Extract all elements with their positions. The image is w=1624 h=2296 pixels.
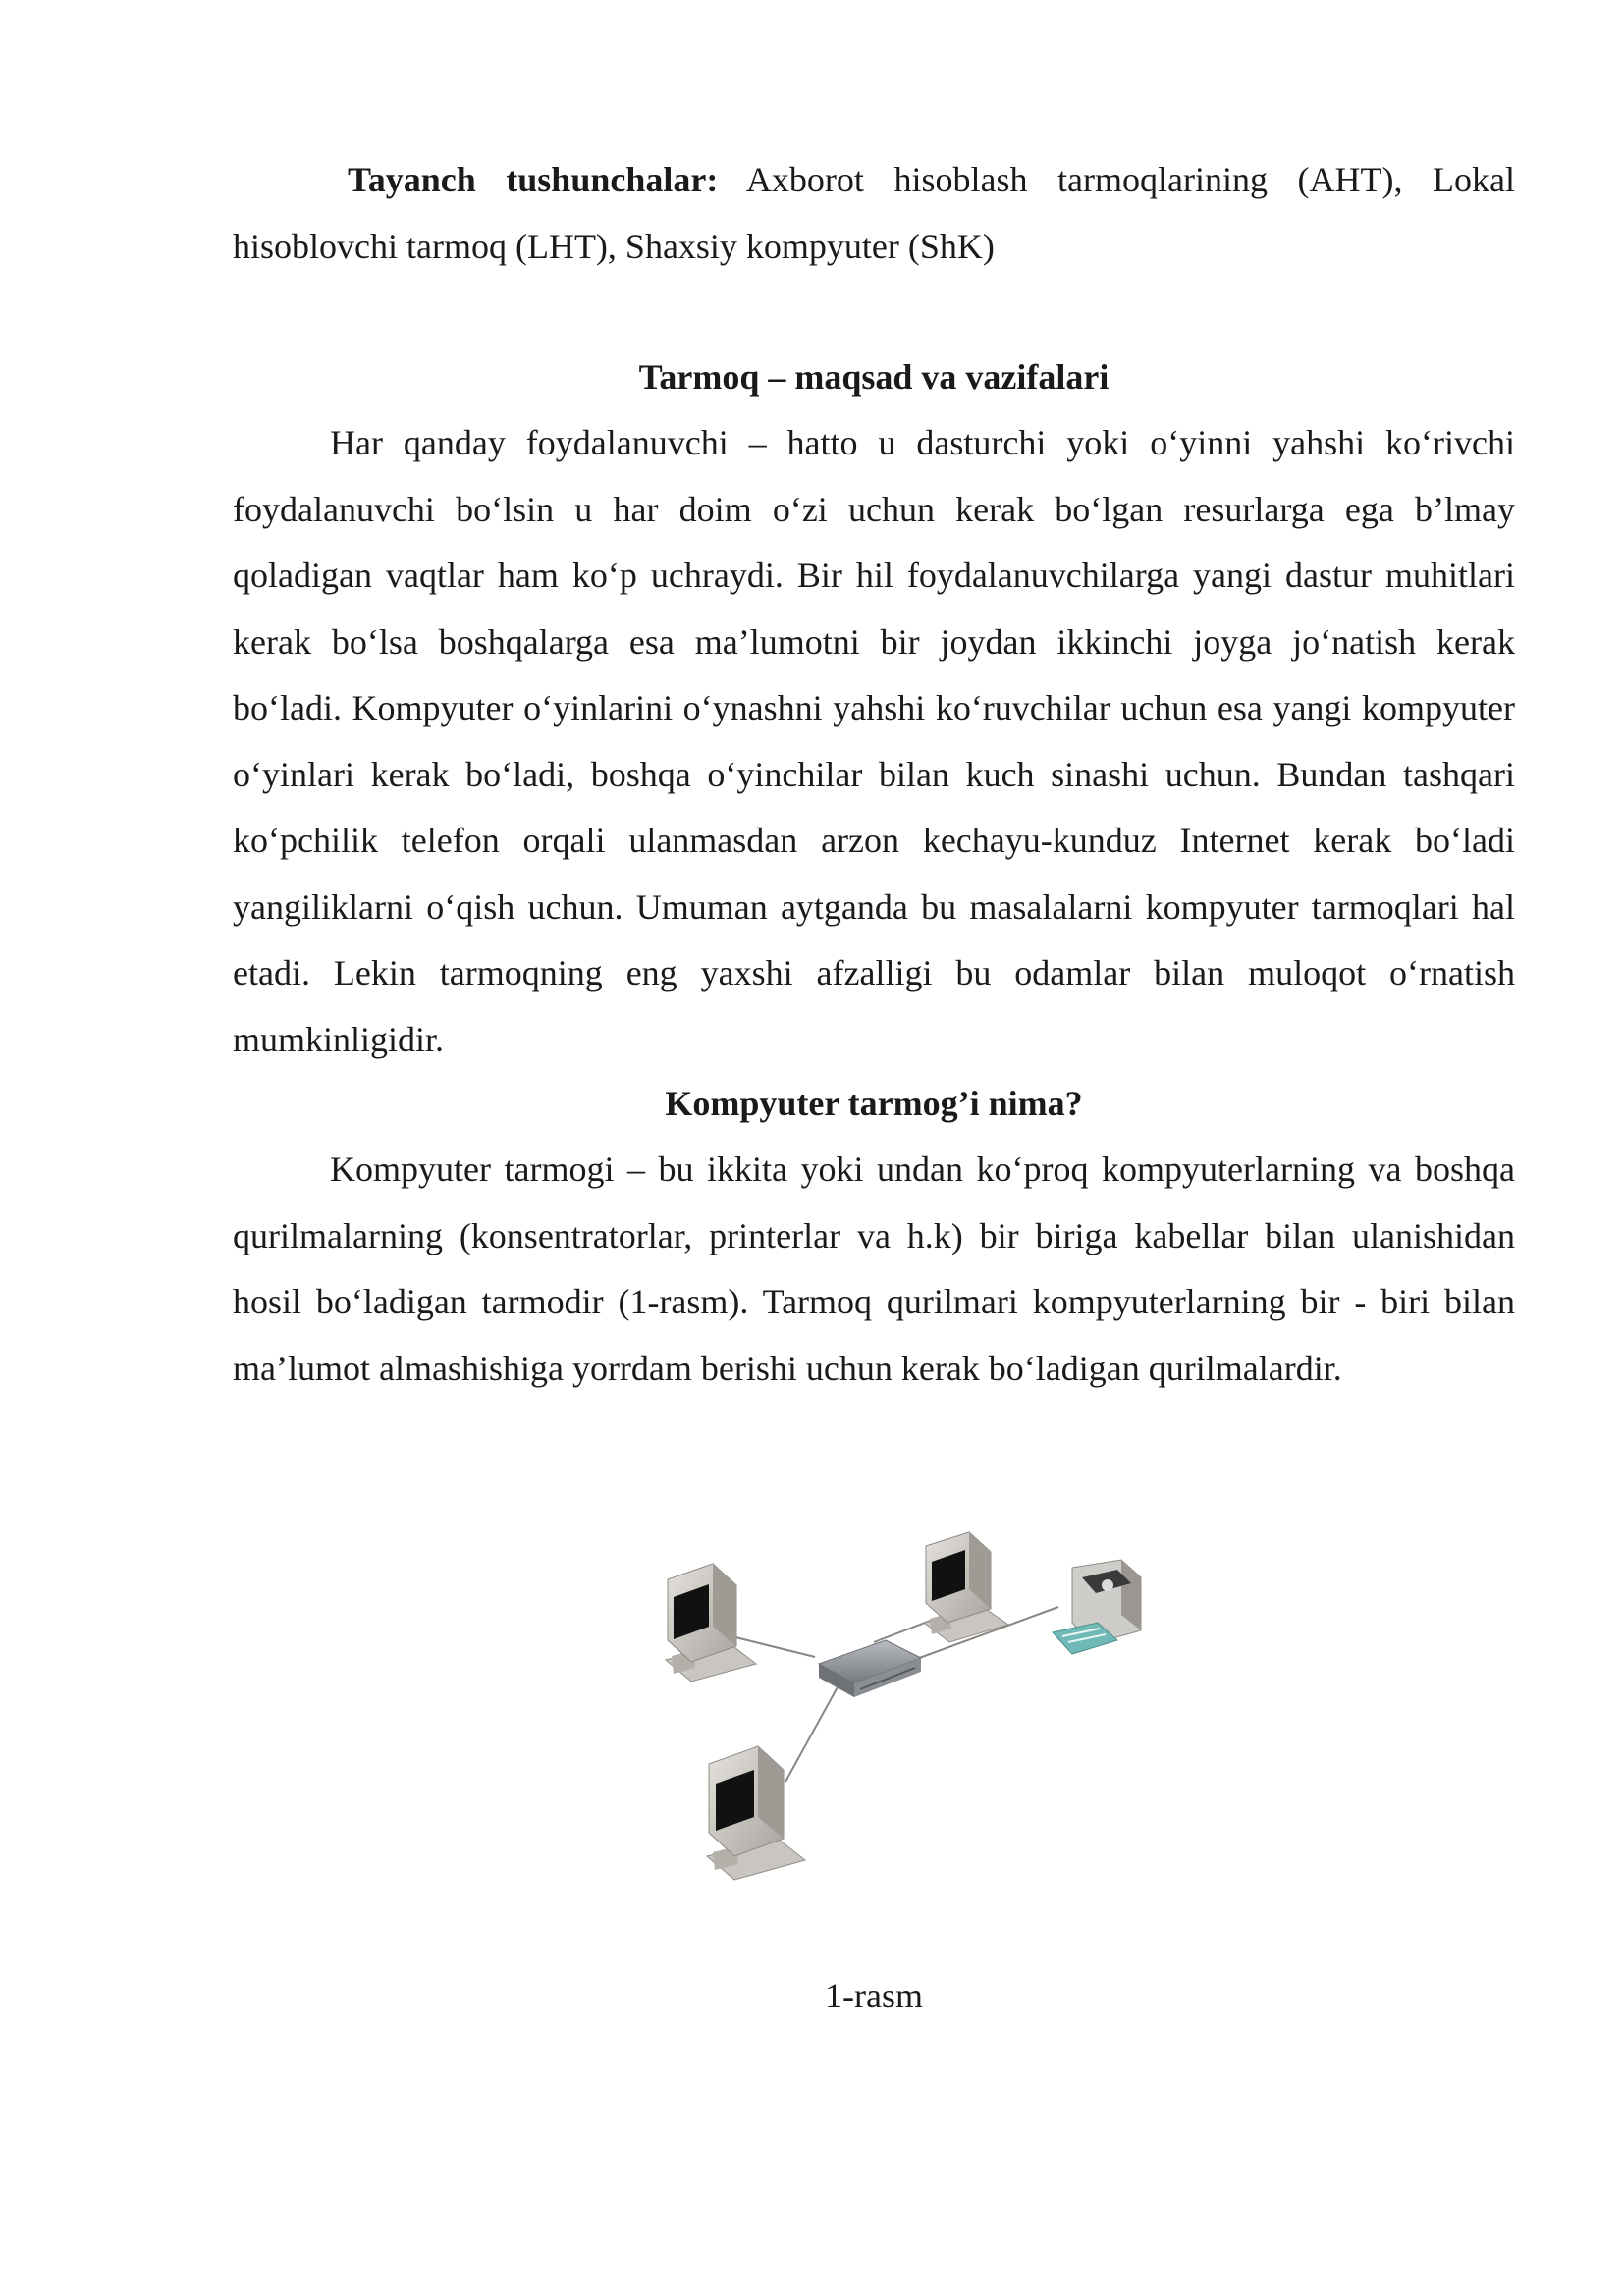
network-diagram-figure [638,1526,1198,1919]
network-cables [731,1607,1058,1782]
figure-caption: 1-rasm [825,1976,923,2015]
key-concepts-label: Tayanch tushunchalar: [348,160,719,199]
hub-icon [819,1640,921,1697]
computer-icon [666,1564,756,1682]
section-heading-network-purpose: Tarmoq – maqsad va vazifalari [638,357,1110,397]
key-concepts-paragraph [233,147,1515,280]
section-heading-what-is-network: Kompyuter tarmog’i nima? [665,1084,1083,1123]
what-is-network-paragraph: Kompyuter tarmogi – bu ikkita yoki undan ko‘proq kompyuterlarning va boshqa qurilmalarning (konsentratorlar, printerlar va h.k) bir biriga kabellar bilan ulanishidan hosil bo‘ladigan tarmodir (1-rasm). Tarmoq qurilmari kompyuterlarning bir - biri bilan ma’lumot almashishiga yorrdam berishi uchun kerak bo‘ladigan qurilmalardir. [233,1149,1515,1388]
computer-icon [707,1746,805,1880]
computer-icon [924,1532,1008,1642]
network-purpose-paragraph: Har qanday foydalanuvchi – hatto u dasturchi yoki o‘yinni yahshi ko‘rivchi foydalanuvchi bo‘lsin u har doim o‘zi uchun kerak bo‘lgan resurlarga ega b’lmay qoladigan vaqtlar ham ko‘p uchraydi. Bir hil foydalanuvchilarga yangi dastur muhitlari kerak bo‘lsa boshqalarga esa ma’lumotni bir joydan ikkinchi joyga jo‘natish kerak bo‘ladi. Kompyuter o‘yinlarini o‘ynashni yahshi ko‘ruvchilar uchun esa yangi kompyuter o‘yinlari kerak bo‘ladi, boshqa o‘yinchilar bilan kuch sinashi uchun. Bundan tashqari ko‘pchilik telefon orqali ulanmasdan arzon kechayu-kunduz Internet kerak bo‘ladi yangiliklarni o‘qish uchun. Umuman aytganda bu masalalarni kompyuter tarmoqlari hal etadi. Lekin tarmoqning eng yaxshi afzalligi bu odamlar bilan muloqot o‘rnatish mumkinligidir. [233,423,1515,1059]
key-concepts-text: Axborot hisoblash tarmoqlarining (AHT), Lokal hisoblovchi tarmoq (LHT), Shaxsiy kompyuter (ShK) [233,160,1516,266]
printer-icon [1053,1560,1141,1654]
